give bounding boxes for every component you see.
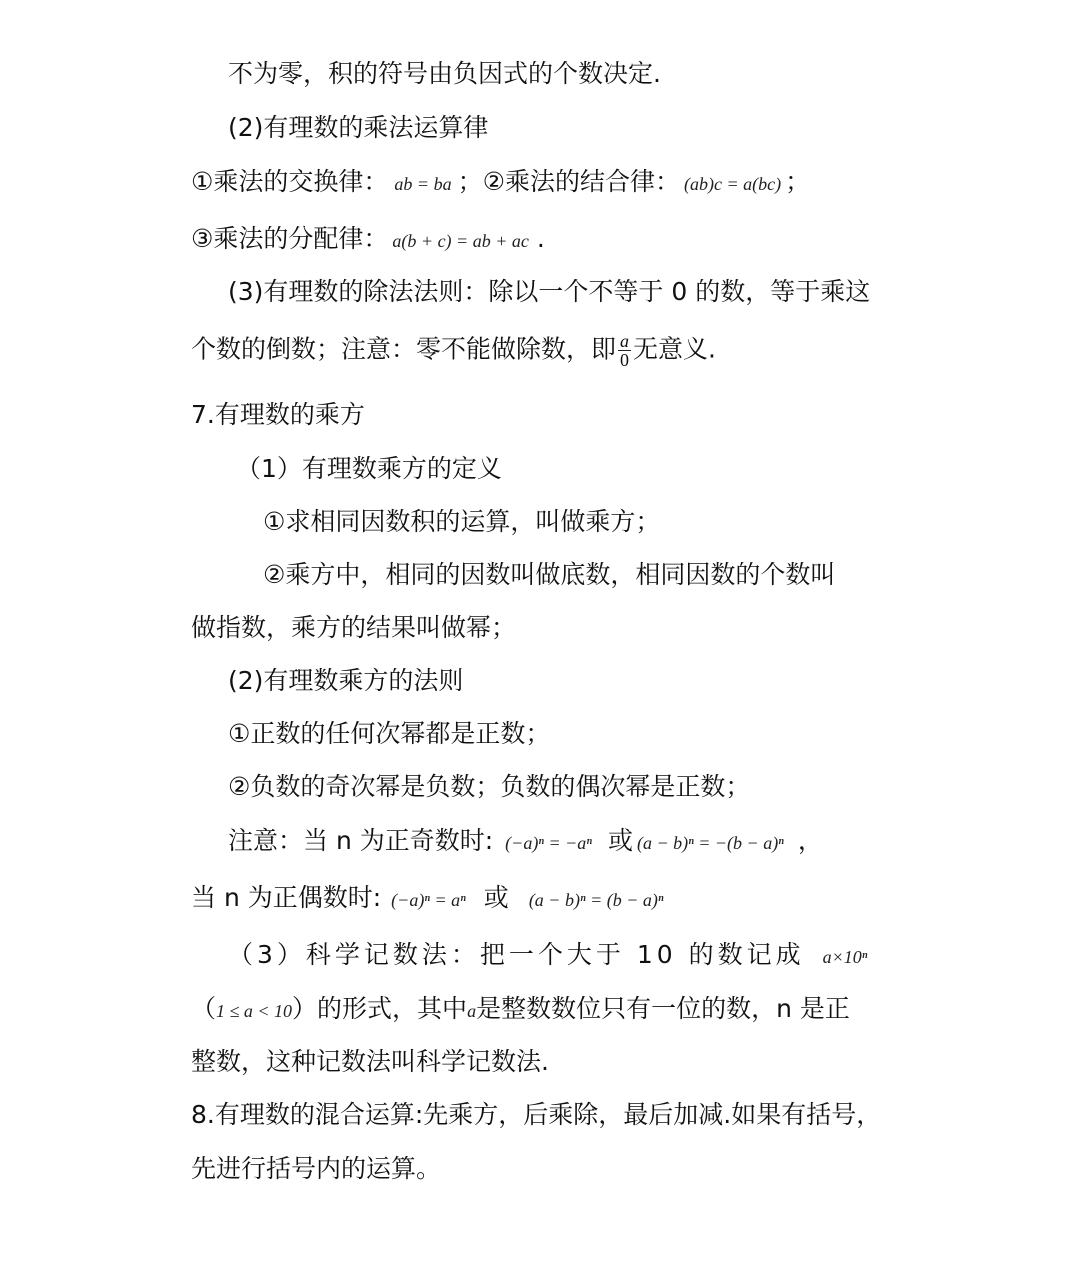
section-heading-division-rule: (3)有理数的除法法则：除以一个不等于 0 的数，等于乘这 bbox=[228, 277, 871, 306]
subheading-scientific-notation: （3）科学记数法：把一个大于 10 的数记成 a×10ⁿ bbox=[228, 940, 868, 969]
section-heading-7: 7.有理数的乘方 bbox=[191, 400, 365, 429]
even-power-formula-2: (a − b)ⁿ = (b − a)ⁿ bbox=[528, 890, 664, 910]
scientific-notation-formula: a×10ⁿ bbox=[822, 947, 868, 967]
odd-power-formula-1: (−a)ⁿ = −aⁿ bbox=[505, 833, 592, 853]
section-heading-multiplication-laws: (2)有理数的乘法运算律 bbox=[228, 113, 489, 142]
subheading-power-definition: （1）有理数乘方的定义 bbox=[236, 454, 502, 483]
section-heading-8: 8.有理数的混合运算:先乘方，后乘除，最后加减.如果有括号， bbox=[191, 1100, 882, 1129]
text-line-odd-power-note: 注意：当 n 为正奇数时: (−a)ⁿ = −aⁿ 或 (a − b)ⁿ = −(b − a)ⁿ ， bbox=[228, 826, 823, 855]
text-line-rule-2: ②负数的奇次幂是负数；负数的偶次幂是正数； bbox=[228, 772, 751, 801]
associative-formula: (ab)c = a(bc) bbox=[684, 174, 782, 194]
text-line-definition-2-cont: 做指数，乘方的结果叫做幂； bbox=[191, 613, 517, 642]
text-line-rule-1: ①正数的任何次幂都是正数； bbox=[228, 719, 551, 748]
text-line-even-power-note: 当 n 为正偶数时: (−a)ⁿ = aⁿ 或 (a − b)ⁿ = (b − a)ⁿ bbox=[191, 883, 664, 912]
text-line-definition-1: ①求相同因数积的运算，叫做乘方； bbox=[263, 507, 661, 536]
subheading-power-rules: (2)有理数乘方的法则 bbox=[228, 666, 464, 695]
commutative-formula: ab = ba bbox=[394, 174, 452, 194]
scientific-range-formula: 1 ≤ a < 10 bbox=[216, 1001, 293, 1021]
distributive-formula: a(b + c) = ab + ac bbox=[392, 231, 529, 251]
text-line-division-note: 个数的倒数；注意：零不能做除数，即 $\frac{a}{0}$ 无意义. bbox=[191, 331, 716, 370]
text-line-definition-2: ②乘方中，相同的因数叫做底数，相同因数的个数叫 bbox=[263, 560, 836, 589]
text-line-distributive: ③乘法的分配律： a(b + c) = ab + ac . bbox=[191, 224, 545, 253]
fraction-a-over-zero: $\frac{a}{0}$ bbox=[620, 331, 630, 370]
text-line-1: 不为零，积的符号由负因式的个数决定. bbox=[228, 59, 661, 88]
text-line-scientific-cont: 整数，这种记数法叫科学记数法. bbox=[191, 1047, 549, 1076]
text-line-mixed-ops-cont: 先进行括号内的运算。 bbox=[191, 1154, 442, 1183]
variable-a: a bbox=[467, 1001, 477, 1021]
text-line-commutative-associative: ①乘法的交换律： ab = ba ；②乘法的结合律： (ab)c = a(bc) ； bbox=[191, 167, 811, 196]
odd-power-formula-2: (a − b)ⁿ = −(b − a)ⁿ bbox=[636, 833, 784, 853]
text-line-scientific-range: （1 ≤ a < 10）的形式，其中a是整数数位只有一位的数，n 是正 bbox=[191, 994, 850, 1023]
even-power-formula-1: (−a)ⁿ = aⁿ bbox=[391, 890, 466, 910]
